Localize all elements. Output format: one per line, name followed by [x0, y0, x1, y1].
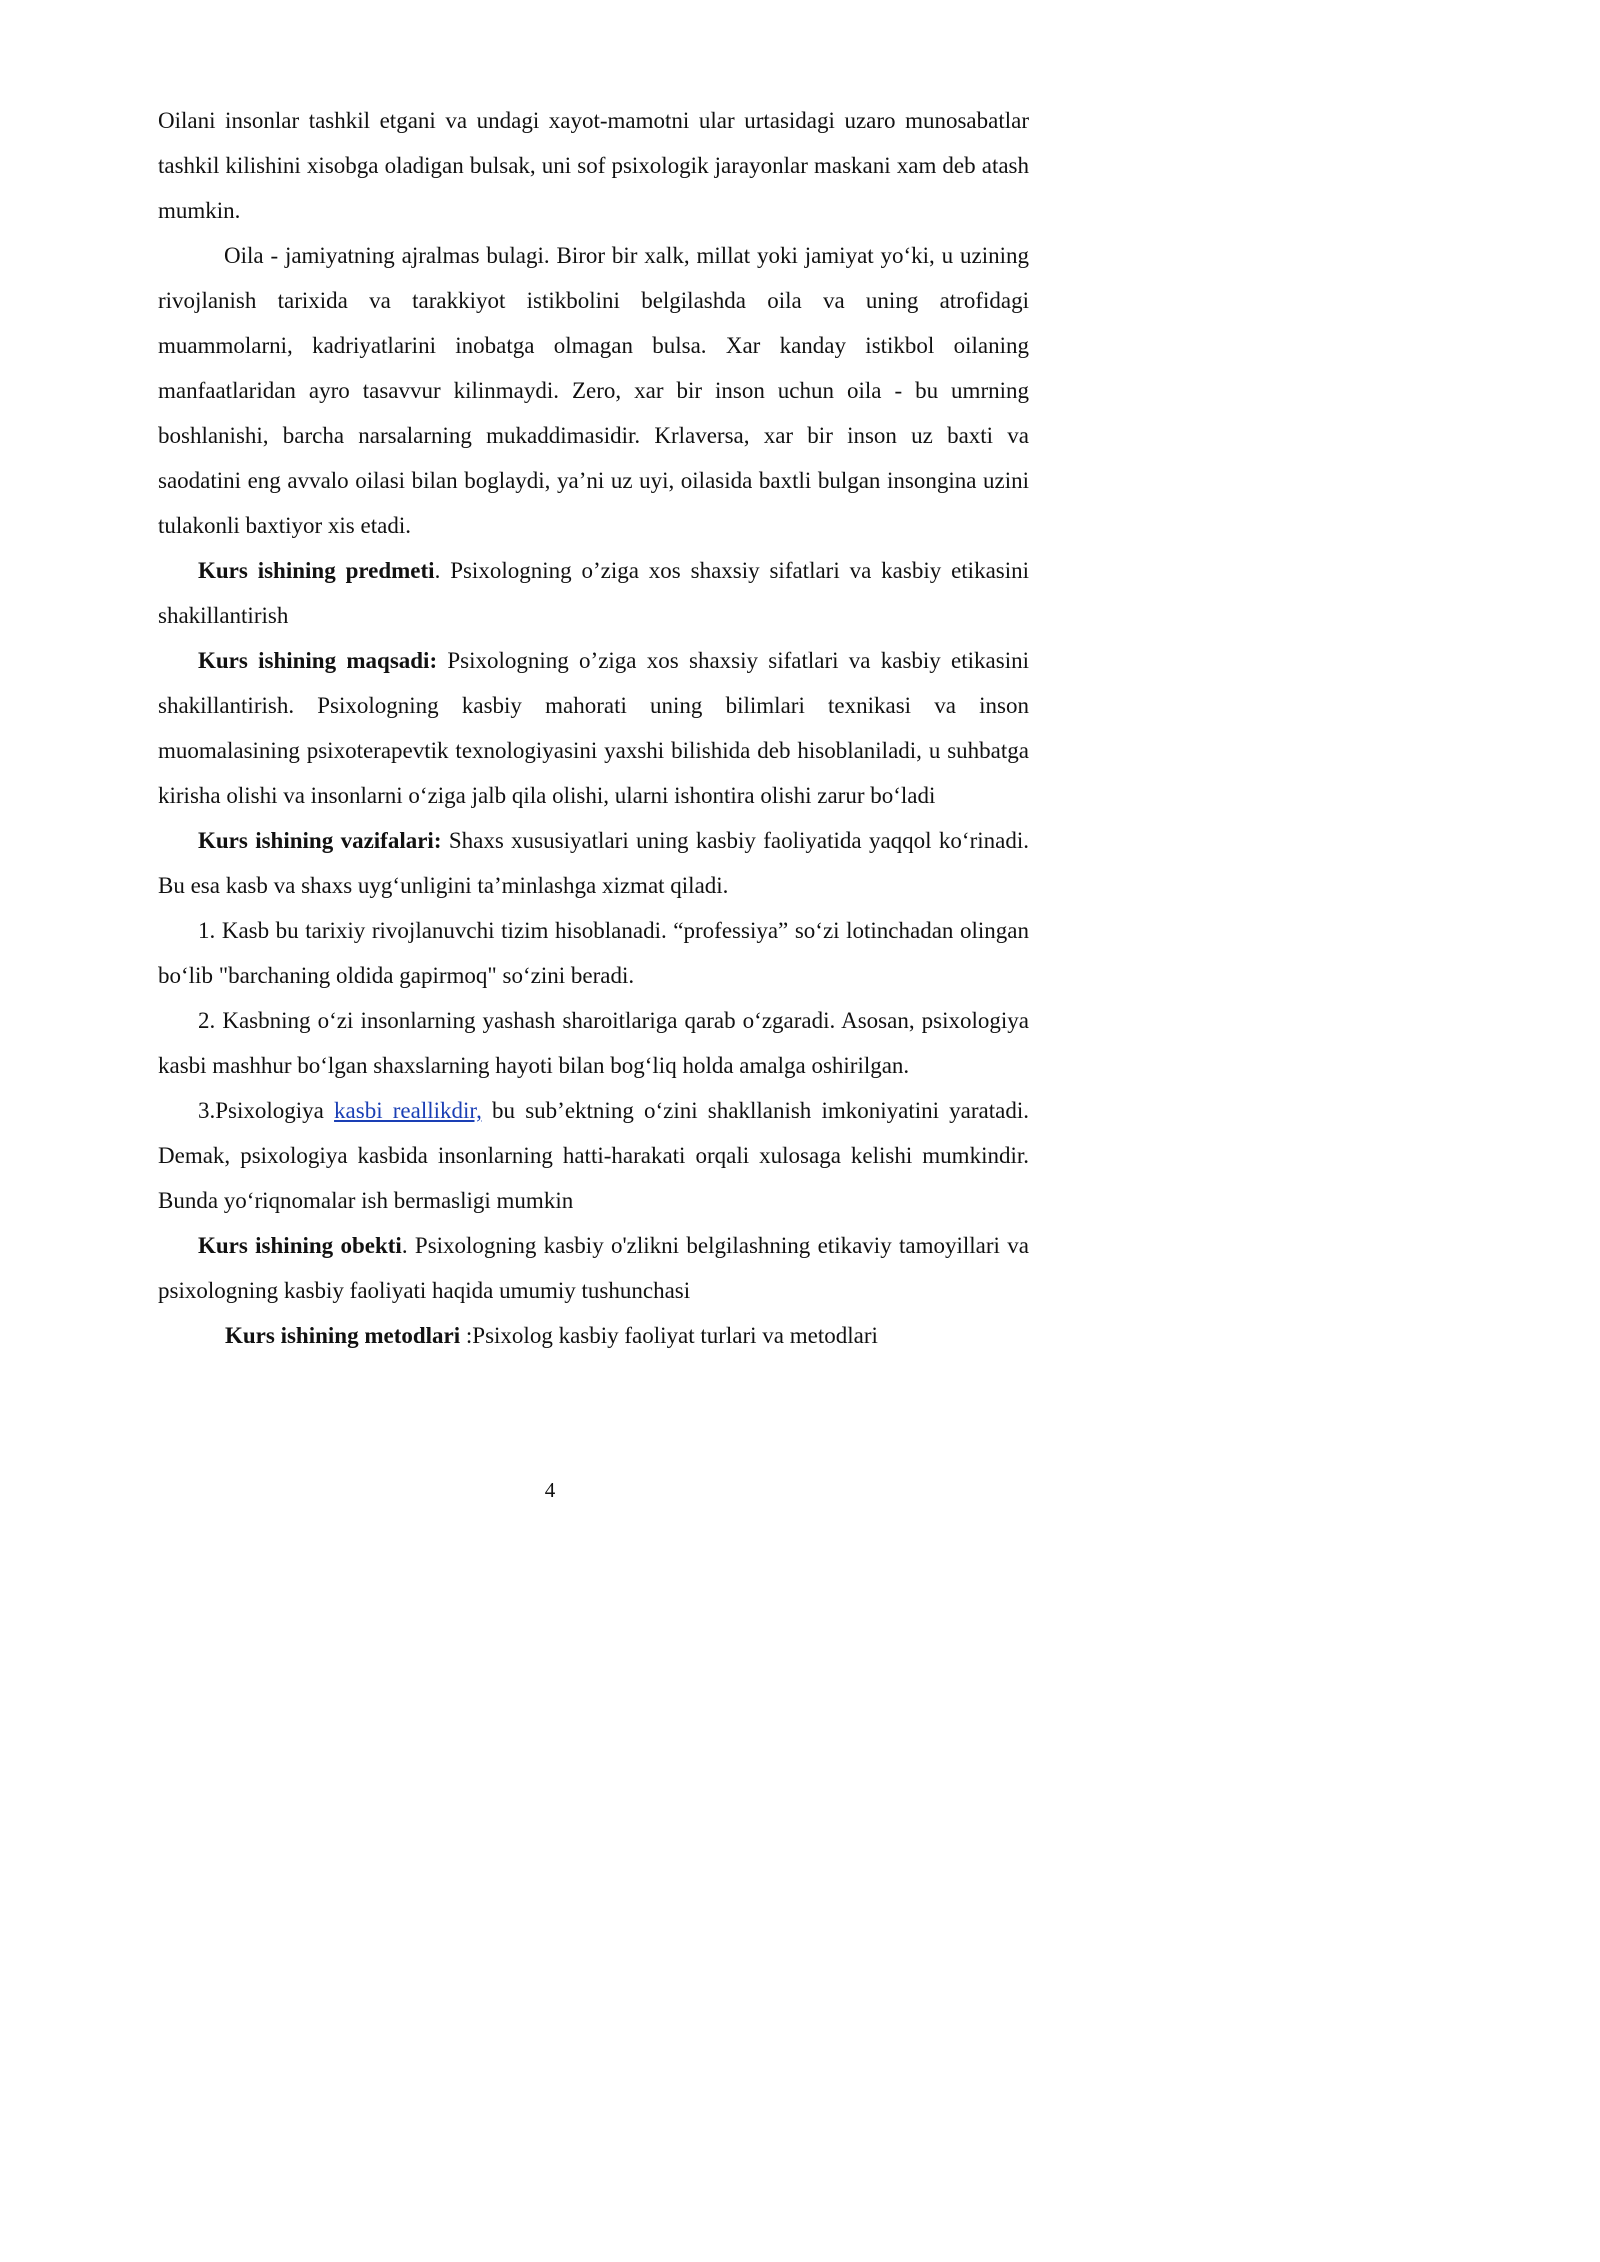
list-item-1-text: 1. Kasb bu tarixiy rivojlanuvchi tizim hisoblanadi. “professiya” so‘zi lotinchadan olingan bo‘lib "barchaning oldida gapirmoq" so‘zini beradi. [158, 918, 1029, 988]
paragraph-subject [158, 548, 1029, 638]
paragraph-family [158, 233, 1029, 548]
list-item-2-text: 2. Kasbning o‘zi insonlarning yashash sharoitlariga qarab o‘zgaradi. Asosan, psixologiya kasbi mashhur bo‘lgan shaxslarning hayoti bilan bog‘liq holda amalga oshirilgan. [158, 1008, 1029, 1078]
object-heading: Kurs ishining obekti [198, 1233, 402, 1258]
list-item-1 [158, 908, 1029, 998]
paragraph-family-text: Oila - jamiyatning ajralmas bulagi. Biror bir xalk, millat yoki jamiyat yo‘ki, u uzining rivojlanish tarixida va tarakkiyot istikbolini belgilashda oila va uning atrofidagi muammolarni, kadriyatlarini inobatga olmagan bulsa. Xar kanday istikbol oilaning manfaatlaridan ayro tasavvur kilinmaydi. Zero, xar bir inson uchun oila - bu umrning boshlanishi, barcha narsalarning mukaddimasidir. Krlaversa, xar bir inson uz baxti va saodatini eng avvalo oilasi bilan boglaydi, ya’ni uz uyi, oilasida baxtli bulgan insongina uzini tulakonli baxtiyor xis etadi. [158, 243, 1029, 538]
document-page [0, 0, 1100, 1556]
list-item-3-end: bu sub’ektning o‘zini shakllanish imkoniyatini yaratadi. Demak, psixologiya kasbida insonlarning hatti-harakati orqali xulosaga kelishi mumkindir. Bunda yo‘riqnomalar ish bermasligi mumkin [158, 1098, 1029, 1213]
methods-text: :Psixolog kasbiy faoliyat turlari va metodlari [460, 1323, 878, 1348]
list-item-3-start: 3.Psixologiya [198, 1098, 335, 1123]
tasks-text: Shaxs xususiyatlari uning kasbiy faoliyatida yaqqol ko‘rinadi. Bu esa kasb va shaxs uyg‘unligini ta’minlashga xizmat qiladi. [158, 828, 1029, 898]
tasks-heading: Kurs ishining vazifalari: [198, 828, 442, 853]
paragraph-methods [158, 1313, 1029, 1358]
subject-heading: Kurs ishining predmeti [198, 558, 435, 583]
goal-heading: Kurs ishining maqsadi: [198, 648, 438, 673]
list-item-3 [158, 1088, 1029, 1223]
list-item-2 [158, 998, 1029, 1088]
reality-link[interactable]: kasbi reallikdir, [334, 1098, 482, 1123]
goal-text: Psixologning o’ziga xos shaxsiy sifatlari va kasbiy etikasini shakillantirish. Psixologning kasbiy mahorati uning bilimlari texnikasi va inson muomalasining psixoterapevtik texnologiyasini yaxshi bilishida deb hisoblaniladi, u suhbatga kirisha olishi va insonlarni o‘ziga jalb qila olishi, ularni ishontira olishi zarur bo‘ladi [158, 648, 1029, 808]
paragraph-intro-text: Oilani insonlar tashkil etgani va undagi xayot-mamotni ular urtasidagi uzaro munosabatlar tashkil kilishini xisobga oladigan bulsak, uni sof psixologik jarayonlar maskani xam deb atash mumkin. [158, 108, 1029, 223]
paragraph-object [158, 1223, 1029, 1313]
paragraph-goal [158, 638, 1029, 818]
object-text: . Psixologning kasbiy o'zlikni belgilashning etikaviy tamoyillari va psixologning kasbiy faoliyati haqida umumiy tushunchasi [158, 1233, 1029, 1303]
subject-text: . Psixologning o’ziga xos shaxsiy sifatlari va kasbiy etikasini shakillantirish [158, 558, 1030, 628]
paragraph-tasks [158, 818, 1029, 908]
page-number: 4 [544, 1478, 556, 1502]
paragraph-intro [158, 98, 1029, 233]
methods-heading: Kurs ishining metodlari [225, 1323, 461, 1348]
body-text [158, 98, 1029, 1358]
